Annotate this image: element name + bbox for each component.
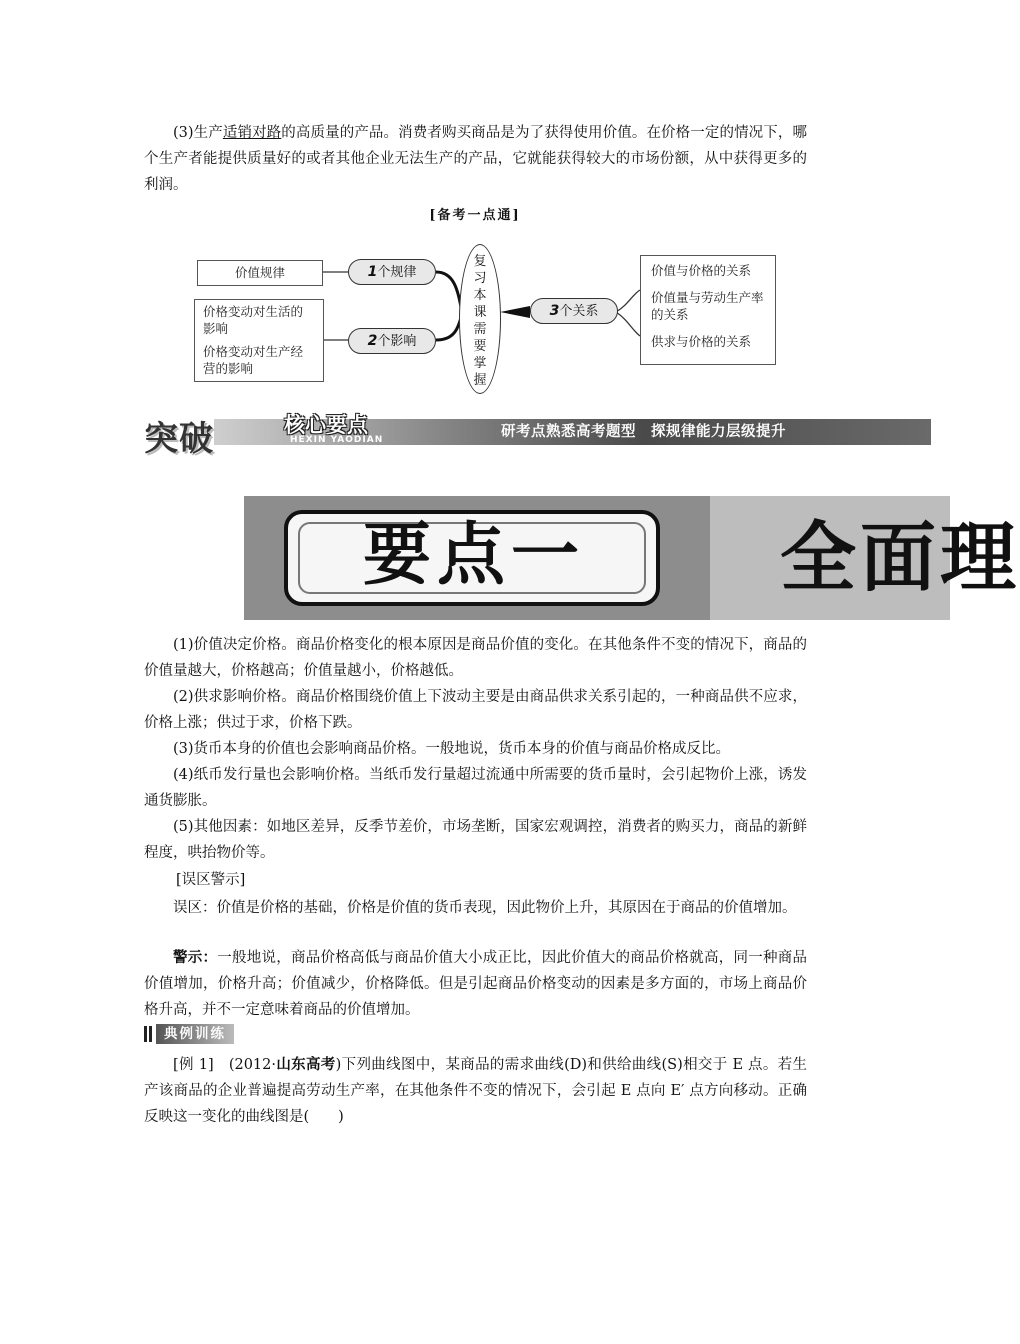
mindmap-center-text: 复习本课需要掌握 <box>473 254 487 388</box>
mindmap-impact-life: 价格变动对生活的影响 <box>203 304 304 336</box>
warning-tag: [误区警示] <box>176 872 246 888</box>
mindmap-center <box>459 244 501 394</box>
mindmap-relation-supply-price: 供求与价格的关系 <box>651 334 752 349</box>
warning-mistake: 误区：价值是价格的基础，价格是价值的货币表现，因此物价上升，其原因在于商品的价值增加。 <box>173 900 797 916</box>
banner-big-title: 突破 <box>144 419 214 459</box>
example-question <box>144 1052 807 1130</box>
point-2: (2)供求影响价格。商品价格围绕价值上下波动主要是由商品供求关系引起的，一种商品供不应求，价格上涨；供过于求，价格下跌。 <box>144 689 807 731</box>
section-header <box>244 496 1020 620</box>
mindmap-pill-relation-number: 3 <box>549 303 560 319</box>
breakthrough-banner <box>144 411 931 459</box>
banner-tagline: 研考点熟悉高考题型 探规律能力层级提升 <box>501 424 786 440</box>
section-right-title: 全面理 <box>780 513 1020 602</box>
point-1: (1)价值决定价格。商品价格变化的根本原因是商品价值的变化。在其他条件不变的情况下，商品的价值量越大，价格越高；价值量越小，价格越低。 <box>144 637 807 679</box>
point-5: (5)其他因素：如地区差异，反季节差价，市场垄断，国家宏观调控，消费者的购买力，商品的新鲜程度，哄抬物价等。 <box>144 819 807 861</box>
intro-rest: 的高质量的产品。消费者购买商品是为了获得使用价值。在价格一定的情况下，哪个生产者能提供质量好的或者其他企业无法生产的产品，它就能获得较大的市场份额，从中获得更多的利润。 <box>144 125 808 193</box>
mindmap-title: [备考一点通] <box>429 208 521 223</box>
point-4: (4)纸币发行量也会影响价格。当纸币发行量超过流通中所需要的货币量时，会引起物价上涨，诱发通货膨胀。 <box>144 767 807 809</box>
example-source-suffix: ) <box>335 1057 342 1073</box>
mindmap-pill-law <box>348 259 436 285</box>
mindmap-pill-law-number: 1 <box>367 264 378 280</box>
mindmap-value-law-box <box>197 260 323 286</box>
warning-hint-label: 警示： <box>173 949 218 966</box>
warning-hint <box>144 945 807 1023</box>
example-source: 山东高考 <box>275 1056 336 1073</box>
mindmap-pill-impact <box>348 328 436 354</box>
example-text: 下列曲线图中，某商品的需求曲线(D)和供给曲线(S)相交于 E 点。若生产该商品的企业普遍提高劳动生产率，在其他条件不变的情况下，会引起 E 点向 E′ 点方向移动。正确反映这一变化的曲线图是( ) <box>144 1057 808 1125</box>
mindmap-value-law-label: 价值规律 <box>234 265 285 280</box>
example-tag: [例 1] <box>173 1057 214 1073</box>
intro-prefix: (3)生产 <box>173 125 223 141</box>
mindmap-pill-relation <box>530 298 618 324</box>
mindmap-relation-value-price: 价值与价格的关系 <box>651 263 752 278</box>
banner-pinyin: HEXIN YAODIAN <box>290 435 384 445</box>
section-title: 要点一 <box>362 516 585 595</box>
mindmap-impact-production: 价格变动对生产经营的影响 <box>203 344 304 376</box>
warning-hint-text: 一般地说，商品价格高低与商品价值大小成正比，因此价值大的商品价格就高，同一种商品价值增加，价格升高；价值减少，价格降低。但是引起商品价格变动的因素是多方面的，市场上商品价格升高，并不一定意味着商品的价值增加。 <box>144 950 807 1018</box>
example-bars-icon <box>144 1026 152 1042</box>
example-section-text: 典例训练 <box>156 1024 234 1044</box>
intro-underlined: 适销对路 <box>222 125 282 141</box>
point-3: (3)货币本身的价值也会影响商品价格。一般地说，货币本身的价值与商品价格成反比。 <box>173 741 731 757</box>
banner-subtitle: 核心要点 <box>284 413 368 437</box>
mindmap-relations-box <box>640 255 776 365</box>
mindmap-pill-impact-label: 个影响 <box>377 334 417 349</box>
mindmap-impact-box <box>194 299 324 382</box>
example-section-label <box>144 1024 284 1044</box>
mindmap-pill-law-label: 个规律 <box>377 265 417 280</box>
example-source-prefix: (2012· <box>228 1057 276 1073</box>
mindmap-pill-relation-label: 个关系 <box>559 304 599 319</box>
mindmap-pill-impact-number: 2 <box>367 333 378 349</box>
mindmap-relation-value-productivity: 价值量与劳动生产率的关系 <box>651 290 764 322</box>
